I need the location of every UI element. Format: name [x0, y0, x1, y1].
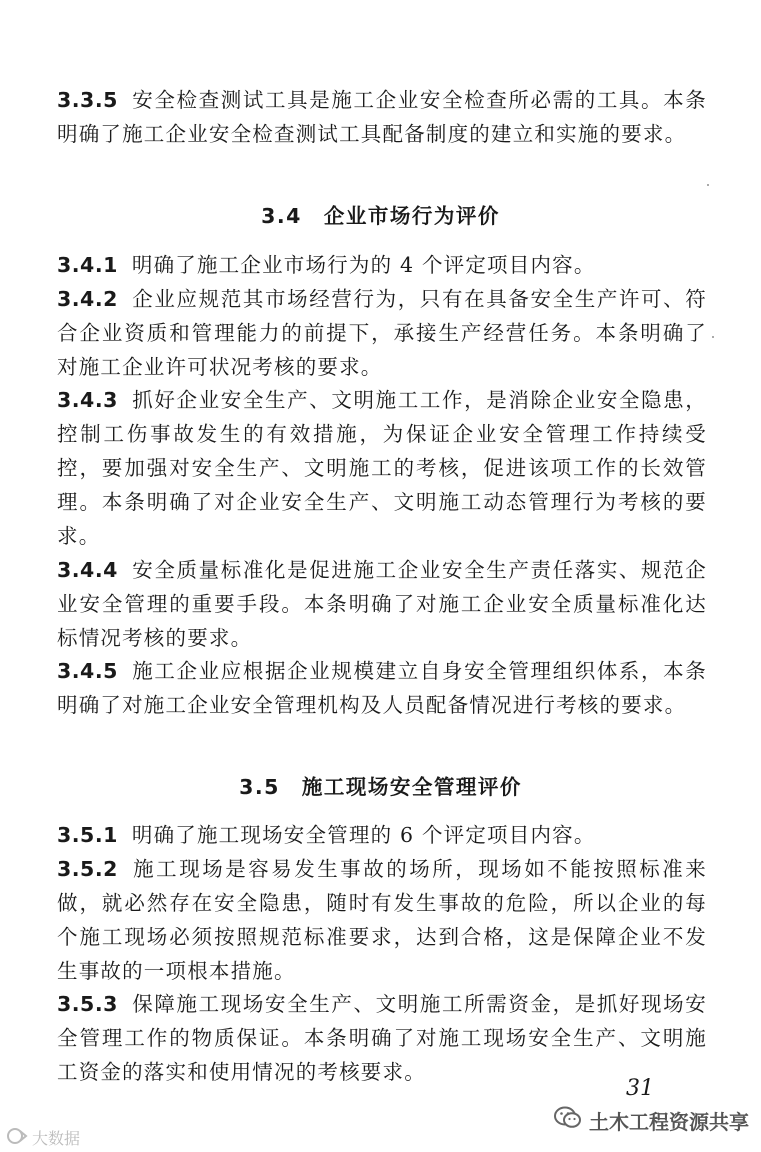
- page-number: 31: [626, 1076, 654, 1101]
- clause-3-5-1: 3.5.1 明确了施工现场安全管理的 6 个评定项目内容。: [57, 823, 596, 847]
- clause-3-4-1: 3.4.1 明确了施工企业市场行为的 4 个评定项目内容。: [57, 253, 596, 277]
- watermark-right-text: 土木工程资源共享: [589, 1109, 749, 1134]
- logo-icon: [6, 1127, 28, 1149]
- scan-speck: [707, 184, 709, 186]
- wechat-icon: [553, 1105, 583, 1136]
- clause-3-3-5: 3.3.5 安全检查测试工具是施工企业安全检查所必需的工具。本条明确了施工企业安全检查测试工具配备制度的建立和实施的要求。: [57, 88, 707, 146]
- clause-3-5-3: 3.5.3 保障施工现场安全生产、文明施工所需资金，是抓好现场安全管理工作的物质保证。本条明确了对施工现场安全生产、文明施工资金的落实和使用情况的考核要求。: [57, 992, 707, 1084]
- watermark-left: [6, 1126, 80, 1149]
- section-heading-3-5: 3.5 施工现场安全管理评价: [239, 775, 522, 799]
- clause-3-4-3: 3.4.3 抓好企业安全生产、文明施工工作，是消除企业安全隐患，控制工伤事故发生的有效措施，为保证企业安全管理工作持续受控，要加强对安全生产、文明施工的考核，促进该项工作的长效管理。本条明确了对企业安全生产、文明施工动态管理行为考核的要求。: [57, 388, 707, 548]
- watermark-right: [553, 1100, 749, 1140]
- clause-3-4-5: 3.4.5 施工企业应根据企业规模建立自身安全管理组织体系，本条明确了对施工企业安全管理机构及人员配备情况进行考核的要求。: [57, 659, 707, 717]
- scan-speck: [712, 336, 714, 338]
- clause-3-5-2: 3.5.2 施工现场是容易发生事故的场所，现场如不能按照标准来做，就必然存在安全隐患，随时有发生事故的危险，所以企业的每个施工现场必须按照规范标准要求，达到合格，这是保障企业不发生事故的一项根本措施。: [57, 857, 707, 983]
- section-heading-3-4: 3.4 企业市场行为评价: [261, 204, 500, 228]
- watermark-left-text: 大数据: [32, 1129, 81, 1148]
- clause-3-4-4: 3.4.4 安全质量标准化是促进施工企业安全生产责任落实、规范企业安全管理的重要手段。本条明确了对施工企业安全质量标准化达标情况考核的要求。: [57, 558, 707, 650]
- clause-3-4-2: 3.4.2 企业应规范其市场经营行为，只有在具备安全生产许可、符合企业资质和管理能力的前提下，承接生产经营任务。本条明确了对施工企业许可状况考核的要求。: [57, 287, 707, 379]
